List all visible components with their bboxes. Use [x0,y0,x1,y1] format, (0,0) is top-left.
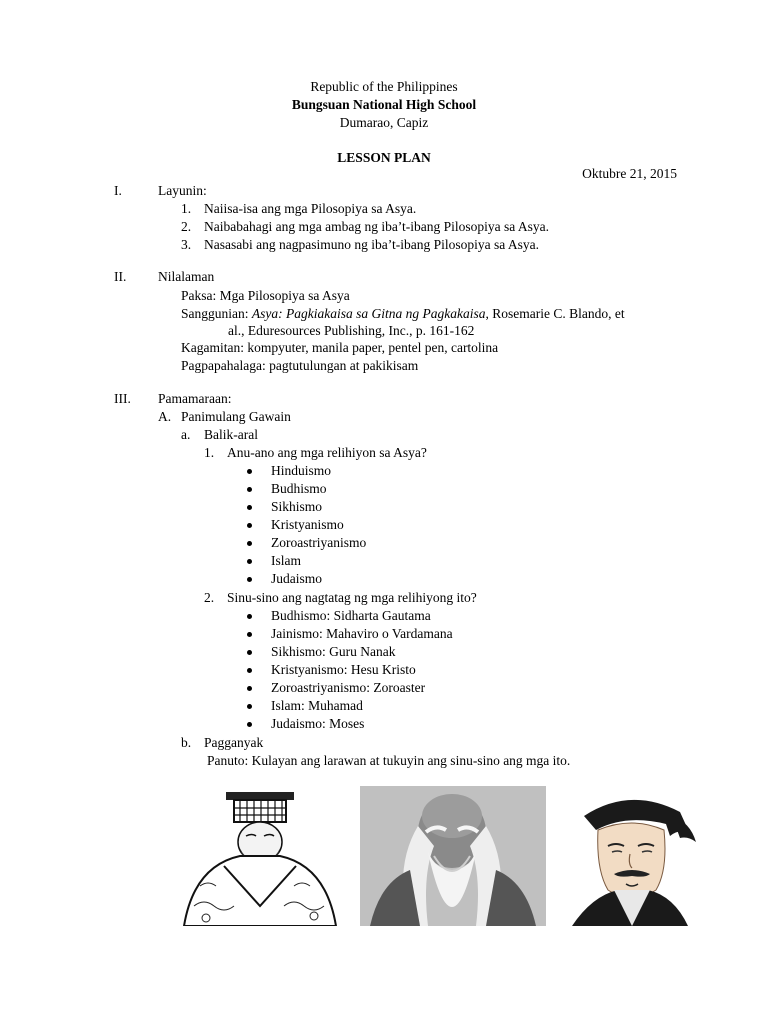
part-a-title: Panimulang Gawain [181,409,291,424]
sub-b-title: Pagganyak [204,735,264,750]
religion-item: Kristyanismo [271,516,344,534]
portrait-laozi-image [360,786,546,926]
objective-3-number: 3. [181,237,192,252]
founder-item: Sikhismo: Guru Nanak [271,643,396,661]
section-3-title: Pamamaraan: [158,391,232,406]
section-1-number: I. [114,183,122,198]
religion-item: Islam [271,552,301,570]
page-title: LESSON PLAN [337,150,431,165]
header-location: Dumarao, Capiz [339,115,429,130]
panuto-instruction: Panuto: Kulayan ang larawan at tukuyin ang sinu-sino ang mga ito. [207,753,571,768]
question-2: Sinu-sino ang nagtatag ng mga relihiyong ito? [227,590,477,605]
sanggunian [181,305,625,323]
section-1-title: Layunin: [158,183,207,198]
founder-item: Jainismo: Mahaviro o Vardamana [271,625,453,643]
sanggunian-label: Sanggunian: [181,306,252,321]
sub-a-label: a. [181,427,191,442]
objective-1: Naiisa-isa ang mga Pilosopiya sa Asya. [204,201,417,216]
sanggunian-continued: al., Eduresources Publishing, Inc., p. 161-162 [228,323,475,338]
founder-item: Budhismo: Sidharta Gautama [271,607,431,625]
founder-item: Kristyanismo: Hesu Kristo [271,661,416,679]
religion-item: Sikhismo [271,498,322,516]
part-a-label: A. [158,409,172,424]
header-republic: Republic of the Philippines [310,79,458,94]
kagamitan: Kagamitan: kompyuter, manila paper, pentel pen, cartolina [181,340,499,355]
section-2-title: Nilalaman [158,269,215,284]
religion-item: Hinduismo [271,462,331,480]
objective-2-number: 2. [181,219,192,234]
section-2-number: II. [114,269,127,284]
religion-item: Judaismo [271,570,322,588]
question-2-number: 2. [204,590,215,605]
section-3-number: III. [114,391,131,406]
objective-2: Naibabahagi ang mga ambag ng iba’t-ibang Pilosopiya sa Asya. [204,219,550,234]
sub-a-title: Balik-aral [204,427,258,442]
sanggunian-author: , Rosemarie C. Blando, et [485,306,625,321]
sub-b-label: b. [181,735,192,750]
founder-item: Zoroastriyanismo: Zoroaster [271,679,425,697]
founder-item: Judaismo: Moses [271,715,364,733]
lesson-date: Oktubre 21, 2015 [582,166,677,181]
paksa: Paksa: Mga Pilosopiya sa Asya [181,288,350,303]
religion-item: Zoroastriyanismo [271,534,366,552]
portrait-confucius-image [164,786,341,926]
pagpapahalaga: Pagpapahalaga: pagtutulungan at pakikisam [181,358,419,373]
objective-1-number: 1. [181,201,192,216]
objective-3: Nasasabi ang nagpasimuno ng iba’t-ibang Pilosopiya sa Asya. [204,237,539,252]
portrait-zhuangzi-image [562,786,699,926]
founder-item: Islam: Muhamad [271,697,363,715]
question-1: Anu-ano ang mga relihiyon sa Asya? [227,445,427,460]
question-1-number: 1. [204,445,215,460]
religion-item: Budhismo [271,480,327,498]
sanggunian-book-title: Asya: Pagkiakaisa sa Gitna ng Pagkakaisa [251,306,486,321]
header-school: Bungsuan National High School [291,97,477,112]
